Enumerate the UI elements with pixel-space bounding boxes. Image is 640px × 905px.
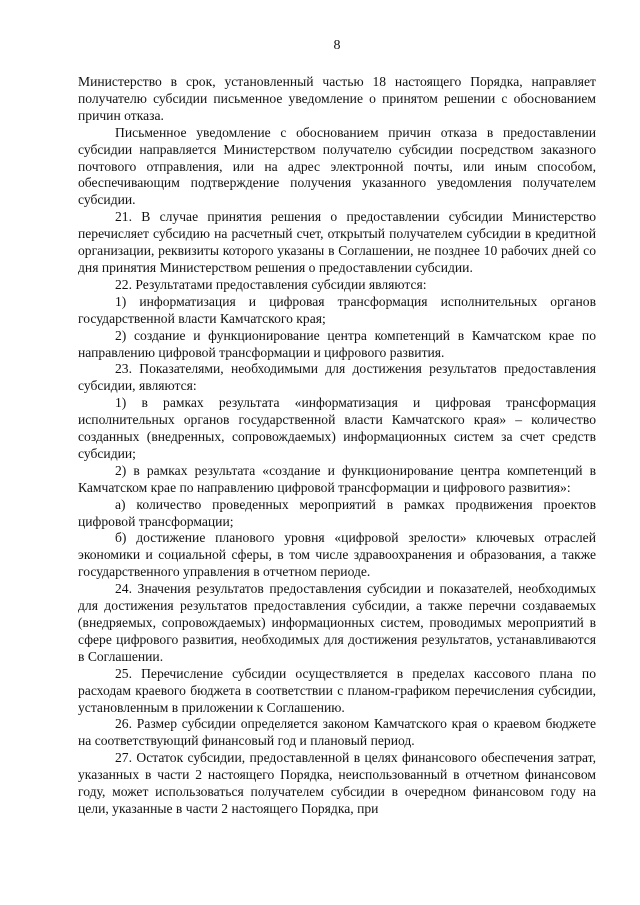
paragraph: 2) в рамках результата «создание и функционирование центра компетенций в Камчатском крае по направлению цифровой трансформации и цифрового развития»: bbox=[78, 462, 596, 495]
paragraph: Министерство в срок, установленный частью 18 настоящего Порядка, направляет получателю субсидии письменное уведомление о принятом решении с обоснованием причин отказа. bbox=[78, 74, 596, 123]
paragraph: а) количество проведенных мероприятий в рамках продвижения проектов цифровой трансформации; bbox=[78, 496, 596, 529]
paragraph: 26. Размер субсидии определяется законом Камчатского края о краевом бюджете на соответствующий финансовый год и плановый период. bbox=[78, 716, 596, 749]
paragraph: 2) создание и функционирование центра компетенций в Камчатском крае по направлению цифровой трансформации и цифрового развития. bbox=[78, 327, 596, 360]
paragraph: 1) в рамках результата «информатизация и цифровая трансформация исполнительных органов государственной власти Камчатского края» – количество созданных (внедренных, сопровождаемых) информационных систем за счет средств субсидии; bbox=[78, 395, 596, 461]
paragraph: б) достижение планового уровня «цифровой зрелости» ключевых отраслей экономики и социальной сферы, в том числе здравоохранения и образования, а также государственного управления в отчетном периоде. bbox=[78, 530, 596, 580]
paragraph: 22. Результатами предоставления субсидии являются: bbox=[115, 276, 427, 292]
paragraph: 1) информатизация и цифровая трансформация исполнительных органов государственной власти Камчатского края; bbox=[78, 293, 596, 326]
paragraph: 25. Перечисление субсидии осуществляется в пределах кассового плана по расходам краевого бюджета в соответствии с планом-графиком перечисления субсидии, установленным в приложении к Соглашению. bbox=[78, 665, 596, 715]
page-number: 8 bbox=[333, 38, 341, 53]
paragraph: 23. Показателями, необходимыми для достижения результатов предоставления субсидии, являются: bbox=[78, 361, 596, 394]
document-body bbox=[78, 74, 596, 818]
paragraph: Письменное уведомление с обоснованием причин отказа в предоставлении субсидии направляется Министерством получателю субсидии посредством заказного почтового отправления, или на адрес электронной почты, или иным способом, обеспечивающим подтверждение получения указанного уведомления получателем субсидии. bbox=[78, 124, 596, 208]
paragraph: 21. В случае принятия решения о предоставлении субсидии Министерство перечисляет субсидию на расчетный счет, открытый получателем субсидии в кредитной организации, реквизиты которого указаны в Соглашении, не позднее 10 рабочих дней со дня принятия Министерством решения о предоставлении субсидии. bbox=[78, 209, 596, 275]
paragraph: 27. Остаток субсидии, предоставленной в целях финансового обеспечения затрат, указанных в части 2 настоящего Порядка, неиспользованный в отчетном финансовом году, может использоваться получателем субсидии в очередном финансовом году на цели, указанные в части 2 настоящего Порядка, при bbox=[78, 750, 596, 816]
paragraph: 24. Значения результатов предоставления субсидии и показателей, необходимых для достижения результатов предоставления субсидии, а также перечни создаваемых (внедряемых, сопровождаемых) информационных систем, проводимых мероприятий в сфере цифрового развития, необходимых для достижения результатов, устанавливаются в Соглашении. bbox=[78, 581, 596, 664]
